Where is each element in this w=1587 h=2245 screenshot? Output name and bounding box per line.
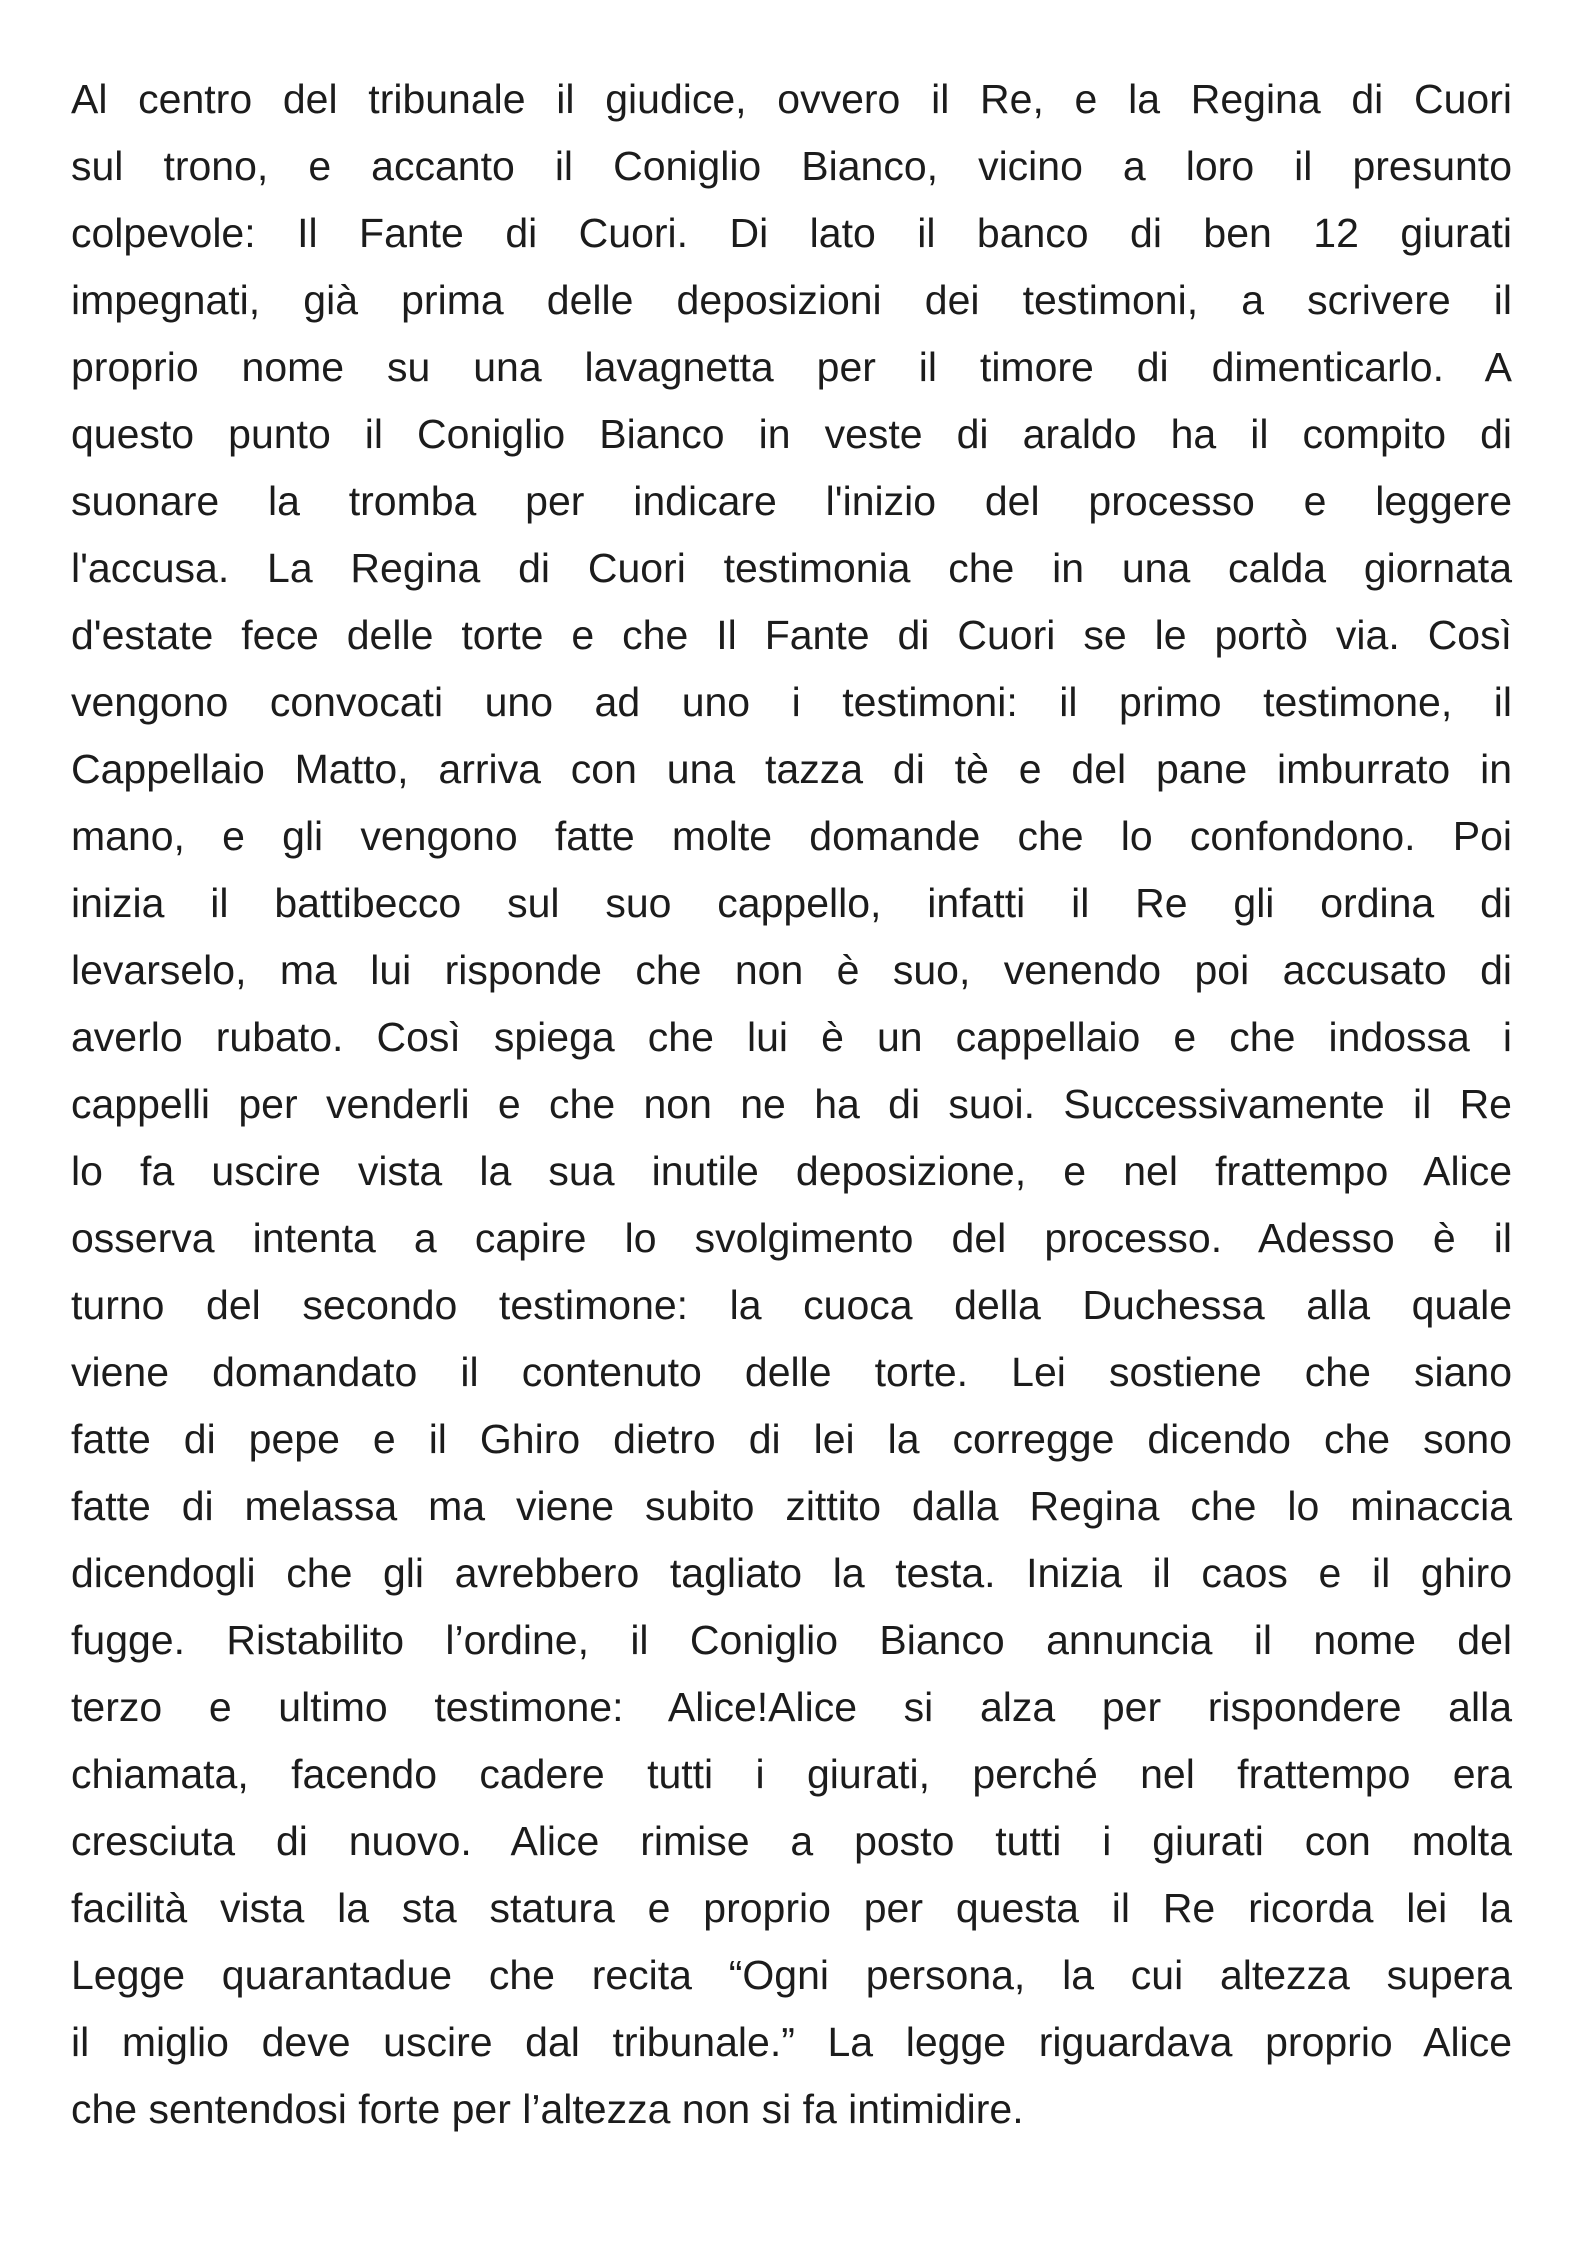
text-line: levarselo, ma lui risponde che non è suo, venendo poi accusato di	[71, 947, 1512, 993]
text-line: osserva intenta a capire lo svolgimento del processo. Adesso è il	[71, 1215, 1512, 1261]
text-line: che sentendosi forte per l’altezza non si fa intimidire.	[71, 2086, 1024, 2132]
text-line: sul trono, e accanto il Coniglio Bianco, vicino a loro il presunto	[71, 143, 1512, 189]
text-line: fatte di melassa ma viene subito zittito dalla Regina che lo minaccia	[71, 1483, 1512, 1529]
text-line: chiamata, facendo cadere tutti i giurati, perché nel frattempo era	[71, 1751, 1512, 1797]
text-line: cresciuta di nuovo. Alice rimise a posto tutti i giurati con molta	[71, 1818, 1512, 1864]
text-line: Legge quarantadue che recita “Ogni persona, la cui altezza supera	[71, 1952, 1512, 1998]
text-line: fatte di pepe e il Ghiro dietro di lei la corregge dicendo che sono	[71, 1416, 1512, 1462]
text-line: l'accusa. La Regina di Cuori testimonia che in una calda giornata	[71, 545, 1512, 591]
text-line: averlo rubato. Così spiega che lui è un cappellaio e che indossa i	[71, 1014, 1512, 1060]
text-line: impegnati, già prima delle deposizioni dei testimoni, a scrivere il	[71, 277, 1512, 323]
text-line: questo punto il Coniglio Bianco in veste di araldo ha il compito di	[71, 411, 1512, 457]
document-paragraph	[71, 66, 1512, 2143]
text-line: cappelli per venderli e che non ne ha di suoi. Successivamente il Re	[71, 1081, 1512, 1127]
text-line: lo fa uscire vista la sua inutile deposizione, e nel frattempo Alice	[71, 1148, 1512, 1194]
text-line: suonare la tromba per indicare l'inizio del processo e leggere	[71, 478, 1512, 524]
text-line: Cappellaio Matto, arriva con una tazza di tè e del pane imburrato in	[71, 746, 1512, 792]
text-line: il miglio deve uscire dal tribunale.” La legge riguardava proprio Alice	[71, 2019, 1512, 2065]
text-line: vengono convocati uno ad uno i testimoni: il primo testimone, il	[71, 679, 1512, 725]
text-line: turno del secondo testimone: la cuoca della Duchessa alla quale	[71, 1282, 1512, 1328]
text-line: colpevole: Il Fante di Cuori. Di lato il banco di ben 12 giurati	[71, 210, 1512, 256]
text-line: facilità vista la sta statura e proprio per questa il Re ricorda lei la	[71, 1885, 1512, 1931]
text-line: fugge. Ristabilito l’ordine, il Coniglio Bianco annuncia il nome del	[71, 1617, 1512, 1663]
text-line: viene domandato il contenuto delle torte. Lei sostiene che siano	[71, 1349, 1512, 1395]
text-line: dicendogli che gli avrebbero tagliato la testa. Inizia il caos e il ghiro	[71, 1550, 1512, 1596]
text-line: mano, e gli vengono fatte molte domande che lo confondono. Poi	[71, 813, 1512, 859]
text-line: inizia il battibecco sul suo cappello, infatti il Re gli ordina di	[71, 880, 1512, 926]
text-line: Al centro del tribunale il giudice, ovvero il Re, e la Regina di Cuori	[71, 76, 1512, 122]
text-line: proprio nome su una lavagnetta per il timore di dimenticarlo. A	[71, 344, 1512, 390]
text-line: terzo e ultimo testimone: Alice!Alice si alza per rispondere alla	[71, 1684, 1512, 1730]
text-line: d'estate fece delle torte e che Il Fante di Cuori se le portò via. Così	[71, 612, 1512, 658]
